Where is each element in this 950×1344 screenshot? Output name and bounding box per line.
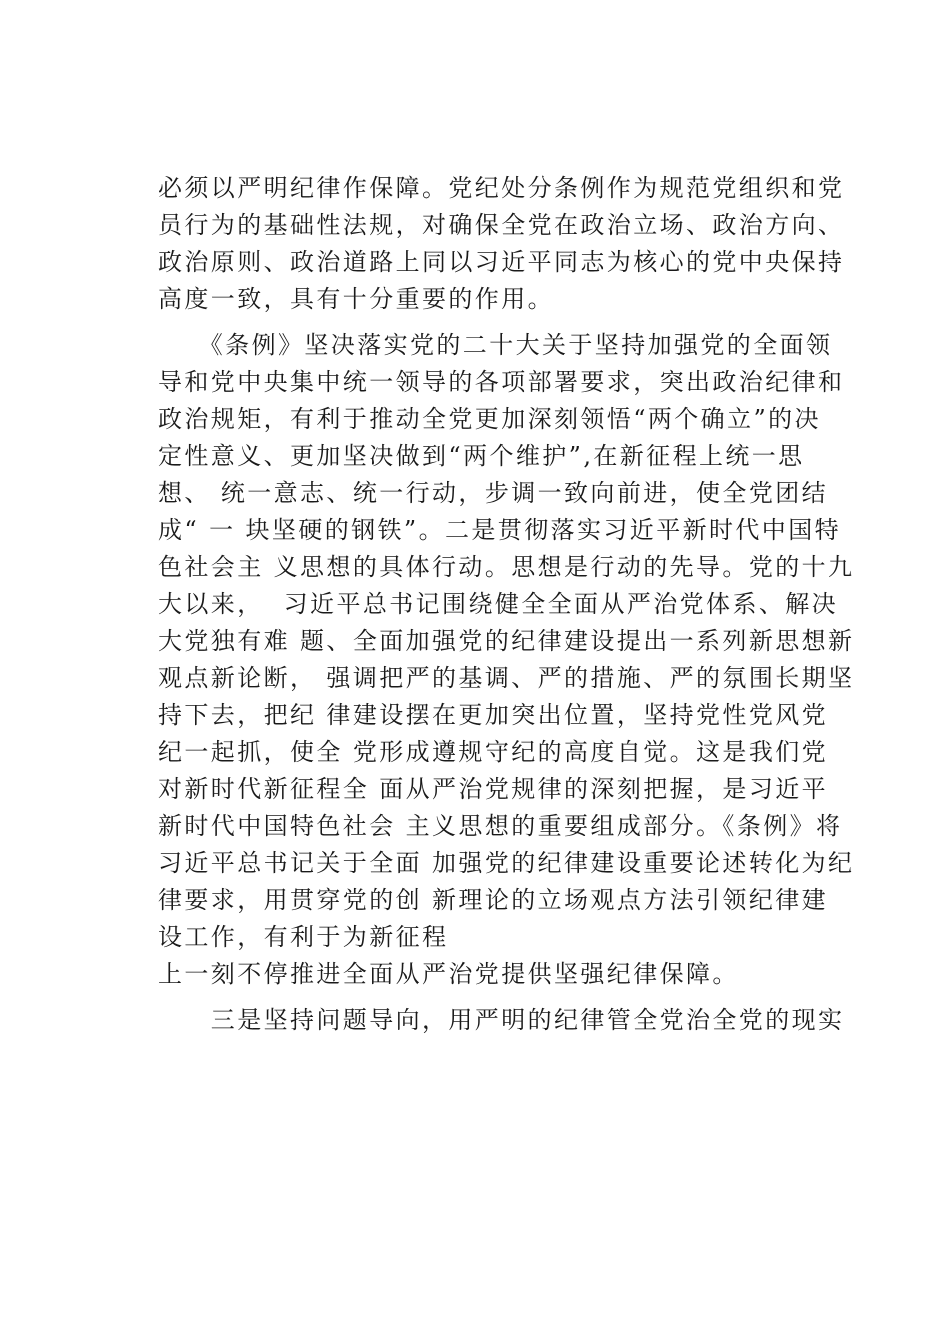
text-line: 观点新论断， 强调把严的基调、严的措施、严的氛围长期坚	[158, 664, 855, 692]
text-line: 《条例》坚决落实党的二十大关于坚持加强党的全面领	[158, 331, 833, 359]
text-line: 定性意义、更加坚决做到“两个维护”,在新征程上统一思	[158, 442, 805, 470]
text-line: 高度一致，具有十分重要的作用。	[158, 285, 554, 313]
text-line: 纪一起抓，使全 党形成遵规守纪的高度自觉。这是我们党	[158, 738, 829, 766]
text-line: 习近平总书记关于全面 加强党的纪律建设重要论述转化为纪	[158, 849, 855, 877]
body-text	[158, 170, 855, 1039]
text-line: 政治原则、政治道路上同以习近平同志为核心的党中央保持	[158, 248, 845, 276]
text-line: 色社会主 义思想的具体行动。思想是行动的先导。党的十九	[158, 553, 855, 581]
text-line: 持下去，把纪 律建设摆在更加突出位置，坚持党性党风党	[158, 701, 829, 729]
paragraph-gap	[158, 318, 838, 327]
text-line: 想、 统一意志、统一行动，步调一致向前进，使全党团结	[158, 479, 829, 507]
text-line: 律要求，用贯穿党的创 新理论的立场观点方法引领纪律建	[158, 886, 829, 914]
text-line: 上一刻不停推进全面从严治党提供坚强纪律保障。	[158, 960, 739, 988]
text-line: 导和党中央集中统一领导的各项部署要求，突出政治纪律和	[158, 368, 845, 396]
text-line: 对新时代新征程全 面从严治党规律的深刻把握，是习近平	[158, 775, 829, 803]
text-line: 必须以严明纪律作保障。党纪处分条例作为规范党组织和党	[158, 174, 845, 202]
text-line: 设工作，有利于为新征程	[158, 923, 449, 951]
text-line: 政治规矩，有利于推动全党更加深刻领悟“两个确立”的决	[158, 405, 821, 433]
text-line: 三是坚持问题导向，用严明的纪律管全党治全党的现实	[158, 1006, 845, 1034]
paragraph-gap	[158, 993, 838, 1002]
text-line: 新时代中国特色社会 主义思想的重要组成部分。《条例》将	[158, 812, 843, 840]
text-line: 成“ 一 块坚硬的钢铁”。二是贯彻落实习近平新时代中国特	[158, 516, 841, 544]
text-line: 大党独有难 题、全面加强党的纪律建设提出一系列新思想新	[158, 627, 855, 655]
text-line: 大以来， 习近平总书记围绕健全全面从严治党体系、解决	[158, 590, 839, 618]
text-line: 员行为的基础性法规，对确保全党在政治立场、政治方向、	[158, 211, 845, 239]
